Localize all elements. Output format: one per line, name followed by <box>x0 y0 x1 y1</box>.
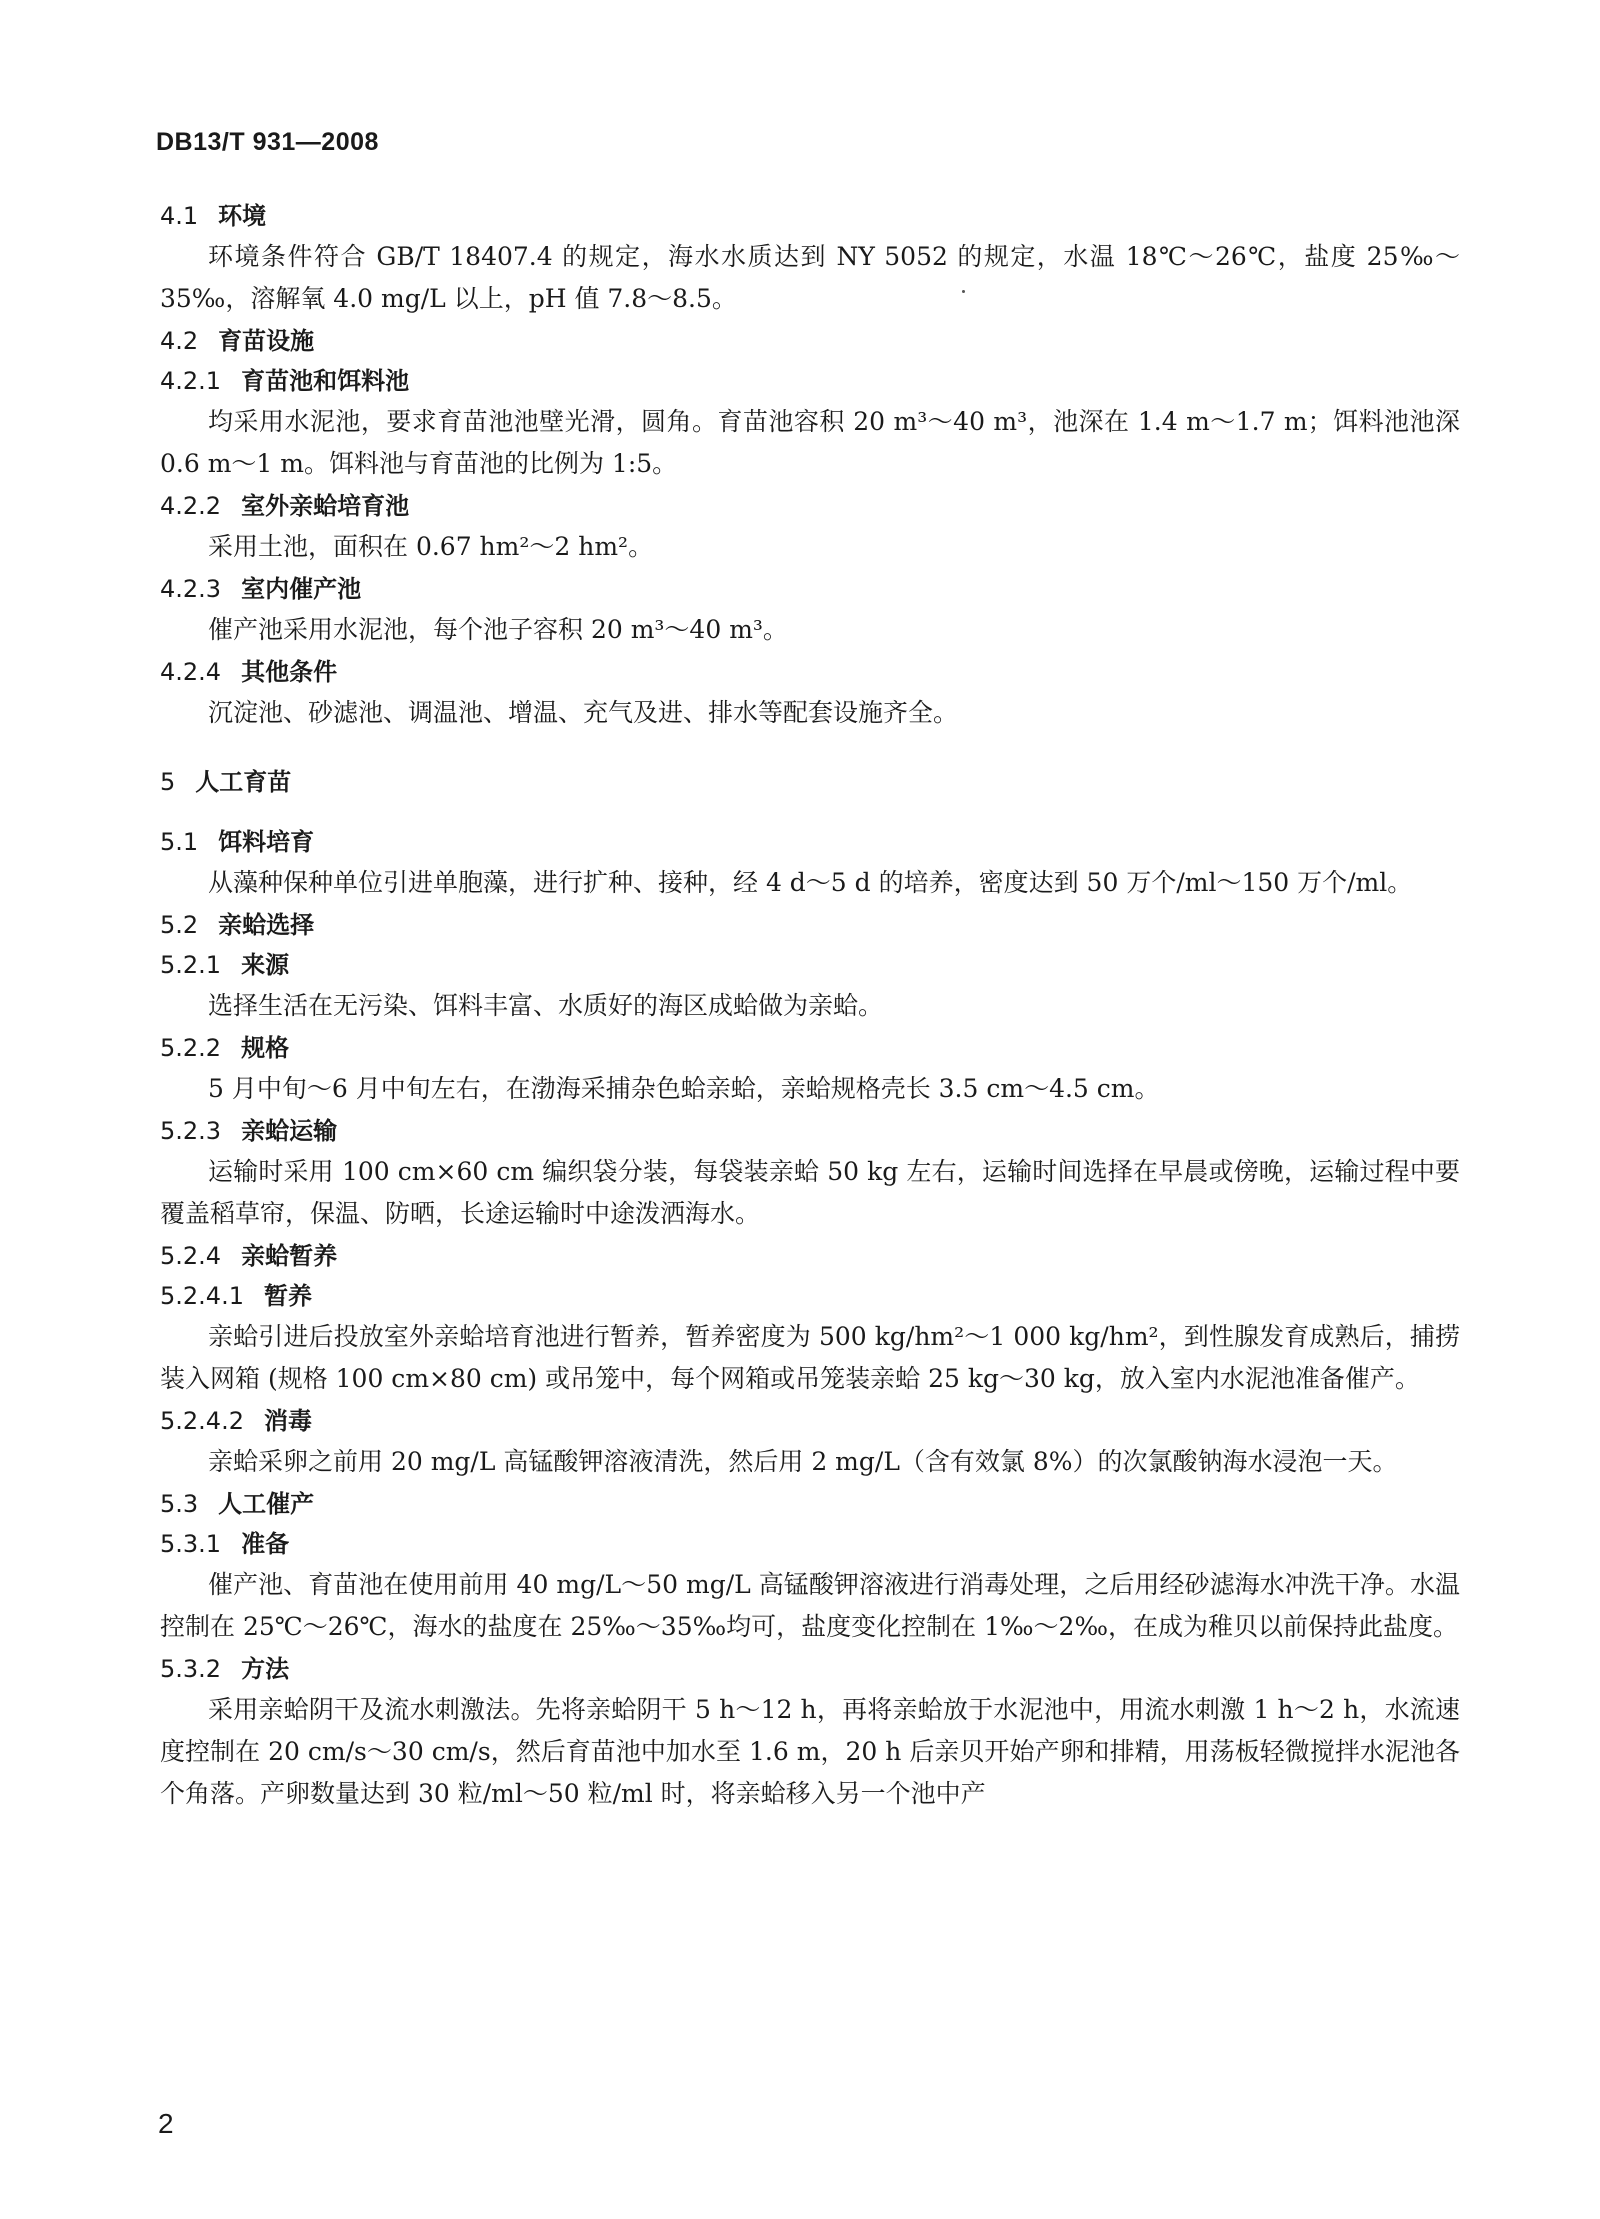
section-title: 消毒 <box>263 1407 312 1435</box>
section-title: 准备 <box>241 1530 290 1558</box>
section-title: 饵料培育 <box>218 828 315 856</box>
section-number: 5.2.4.2 <box>160 1407 244 1435</box>
paragraph: 沉淀池、砂滤池、调温池、增温、充气及进、排水等配套设施齐全。 <box>208 698 959 727</box>
section-heading <box>160 1111 1460 1151</box>
section-number: 5.1 <box>160 828 199 856</box>
paragraph: 采用亲蛤阴干及流水刺激法。先将亲蛤阴干 5 h～12 h，再将亲蛤放于水泥池中，用流水刺激 1 h～2 h，水流速度控制在 20 cm/s～30 cm/s，然后育苗池中加水至 1.6 m，20 h 后亲贝开始产卵和排精，用荡板轻微搅拌水泥池各个角落。产卵数量达到 30 粒/ml～50 粒/ml 时，将亲蛤移入另一个池中产 <box>160 1695 1460 1808</box>
page-number: 2 <box>158 2108 174 2139</box>
section-number: 5.3.1 <box>160 1530 222 1558</box>
section-heading <box>160 762 1460 802</box>
section-title: 室内催产池 <box>241 575 362 603</box>
section-heading <box>160 1236 1460 1276</box>
section-title: 方法 <box>241 1655 290 1683</box>
section-number: 4.1 <box>160 202 199 230</box>
paragraph: 5 月中旬～6 月中旬左右，在渤海采捕杂色蛤亲蛤，亲蛤规格壳长 3.5 cm～4.5 cm。 <box>208 1074 1160 1103</box>
section-title: 亲蛤选择 <box>218 911 315 939</box>
section-title: 人工催产 <box>218 1490 315 1518</box>
paragraph: 选择生活在无污染、饵料丰富、水质好的海区成蛤做为亲蛤。 <box>208 991 884 1020</box>
paragraph: 从藻种保种单位引进单胞藻，进行扩种、接种，经 4 d～5 d 的培养，密度达到 50 万个/ml～150 万个/ml。 <box>208 868 1413 897</box>
paragraph: 运输时采用 100 cm×60 cm 编织袋分装，每袋装亲蛤 50 kg 左右，运输时间选择在早晨或傍晚，运输过程中要覆盖稻草帘，保温、防晒，长途运输时中途泼洒海水。 <box>160 1157 1460 1228</box>
section-heading <box>160 1276 1460 1316</box>
section-heading <box>160 486 1460 526</box>
paragraph: 催产池、育苗池在使用前用 40 mg/L～50 mg/L 高锰酸钾溶液进行消毒处理，之后用经砂滤海水冲洗干净。水温控制在 25℃～26℃，海水的盐度在 25‰～35‰均可，盐度变化控制在 1‰～2‰，在成为稚贝以前保持此盐度。 <box>160 1570 1460 1641</box>
section-heading <box>160 1401 1460 1441</box>
section-number: 5.2.4.1 <box>160 1282 244 1310</box>
section-heading <box>160 1484 1460 1524</box>
section-number: 4.2.2 <box>160 492 222 520</box>
section-heading <box>160 1649 1460 1689</box>
section-number: 5.2.2 <box>160 1034 222 1062</box>
section-title: 育苗池和饵料池 <box>241 367 410 395</box>
paragraph: 采用土池，面积在 0.67 hm²～2 hm²。 <box>208 532 654 561</box>
paragraph: 亲蛤采卵之前用 20 mg/L 高锰酸钾溶液清洗，然后用 2 mg/L（含有效氯 8%）的次氯酸钠海水浸泡一天。 <box>208 1447 1398 1476</box>
section-title: 育苗设施 <box>218 327 315 355</box>
section-heading <box>160 196 1460 236</box>
section-title: 亲蛤暂养 <box>241 1242 338 1270</box>
section-number: 4.2 <box>160 327 199 355</box>
section-number: 5.2.3 <box>160 1117 222 1145</box>
section-number: 5.2.1 <box>160 951 222 979</box>
paragraph: 环境条件符合 GB/T 18407.4 的规定，海水水质达到 NY 5052 的规定，水温 18℃～26℃，盐度 25‰～35‰，溶解氧 4.0 mg/L 以上，pH 值 7.8～8.5。 <box>160 242 1460 313</box>
section-heading <box>160 1524 1460 1564</box>
section-number: 4.2.1 <box>160 367 222 395</box>
section-number: 5.2 <box>160 911 199 939</box>
section-heading <box>160 905 1460 945</box>
section-number: 5.3.2 <box>160 1655 222 1683</box>
section-number: 5.3 <box>160 1490 199 1518</box>
section-heading <box>160 569 1460 609</box>
section-title: 来源 <box>241 951 290 979</box>
paragraph: 催产池采用水泥池，每个池子容积 20 m³～40 m³。 <box>208 615 788 644</box>
section-heading <box>160 1028 1460 1068</box>
document-body <box>160 196 1460 1816</box>
section-title: 人工育苗 <box>195 768 292 796</box>
section-number: 5 <box>160 768 176 796</box>
section-heading <box>160 822 1460 862</box>
section-title: 室外亲蛤培育池 <box>241 492 410 520</box>
section-heading <box>160 945 1460 985</box>
section-title: 环境 <box>218 202 267 230</box>
paragraph: 均采用水泥池，要求育苗池池壁光滑，圆角。育苗池容积 20 m³～40 m³，池深在 1.4 m～1.7 m；饵料池池深 0.6 m～1 m。饵料池与育苗池的比例为 1:5。 <box>160 407 1460 478</box>
section-number: 4.2.4 <box>160 658 222 686</box>
section-title: 规格 <box>241 1034 290 1062</box>
section-heading <box>160 321 1460 361</box>
document-code: DB13/T 931—2008 <box>156 128 379 156</box>
section-number: 5.2.4 <box>160 1242 222 1270</box>
section-title: 暂养 <box>263 1282 312 1310</box>
section-title: 亲蛤运输 <box>241 1117 338 1145</box>
section-title: 其他条件 <box>241 658 338 686</box>
paragraph: 亲蛤引进后投放室外亲蛤培育池进行暂养，暂养密度为 500 kg/hm²～1 000 kg/hm²，到性腺发育成熟后，捕捞装入网箱 (规格 100 cm×80 cm) 或吊笼中，每个网箱或吊笼装亲蛤 25 kg～30 kg，放入室内水泥池准备催产。 <box>160 1322 1460 1393</box>
section-heading <box>160 652 1460 692</box>
section-heading <box>160 361 1460 401</box>
section-number: 4.2.3 <box>160 575 222 603</box>
